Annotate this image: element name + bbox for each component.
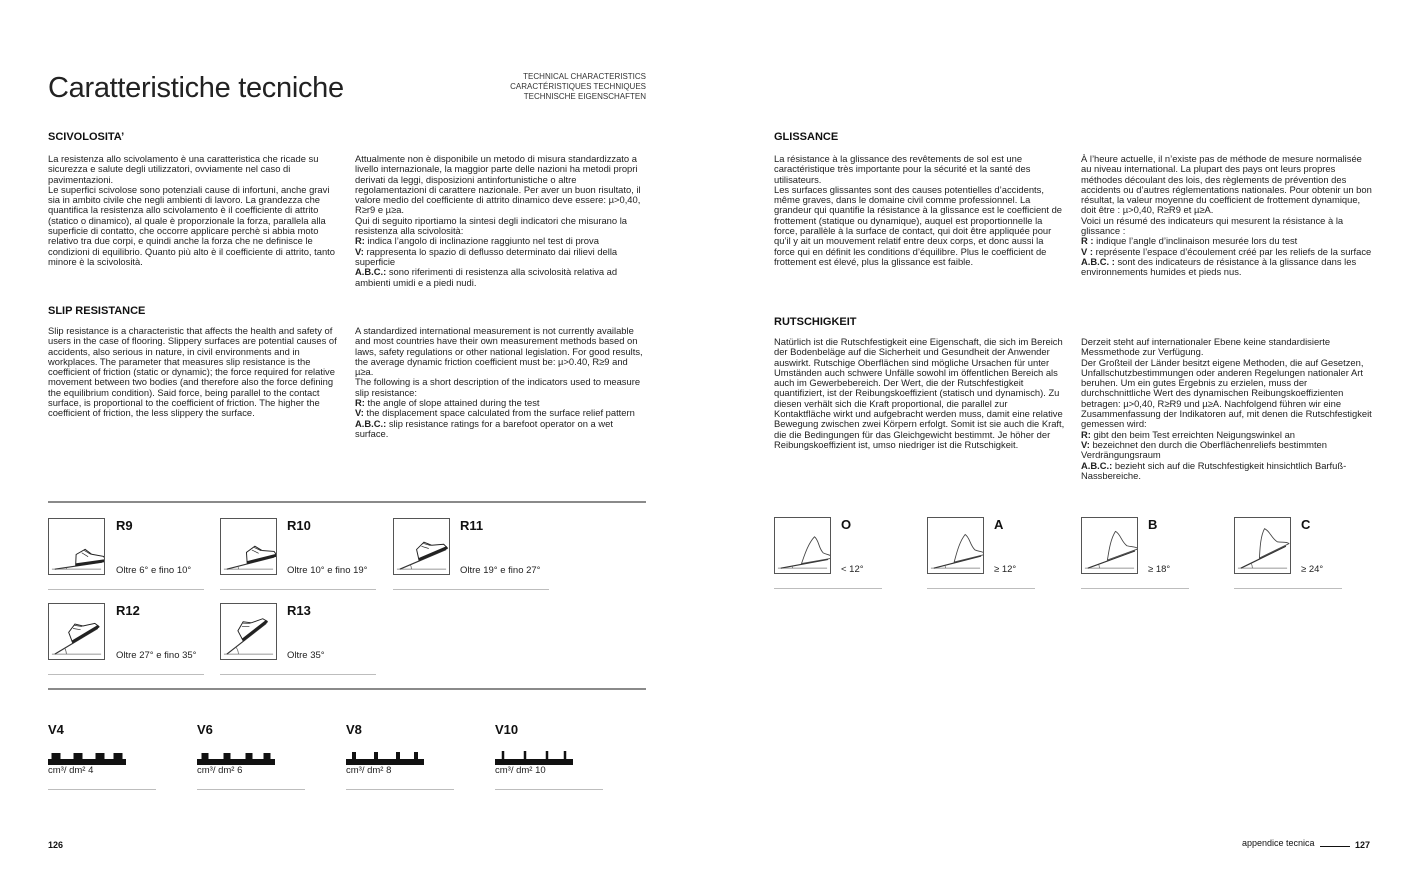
paragraph: Voici un résumé des indicateurs qui mesurent la résistance à la glissance : <box>1081 214 1344 237</box>
paragraph: La resistenza allo scivolamento è una caratteristica che ricade su sicurezza e salute degli utilizzatori, ovviamente nel caso di pavimentazioni. <box>48 153 319 185</box>
v-class-code: V8 <box>346 722 362 737</box>
unit-value: 10 <box>535 765 546 776</box>
indicator-text: bezieht sich auf die Rutschfestigkeit hinsichtlich Barfuß-Nassbereiche. <box>1081 459 1347 481</box>
indicator-abc <box>355 419 647 440</box>
indicator-text: bezeichnet den durch die Oberflächenreliefs bestimmten Verdrängungsraum <box>1081 438 1327 461</box>
v-class-code: V6 <box>197 722 213 737</box>
indicator-v <box>1081 440 1373 461</box>
r-class-card <box>393 518 549 594</box>
card-underline <box>48 789 156 790</box>
bare-foot-on-ramp-icon <box>774 517 831 574</box>
card-underline <box>393 589 549 590</box>
indicator-text: rappresenta lo spazio di deflusso determinato dai rilievi della superficie <box>355 245 618 267</box>
paragraph: Attualmente non è disponibile un metodo di misura standardizzato a livello internazionale, la maggior parte delle nazioni ha metodi propri derivati da leggi, disposizioni antinfortunistiche o altre regolamentazioni di carattere nazionale. Per aver un buon risultato, il valore medio del coefficiente di attrito dinamico deve essere: µ>0,40, R≥r9 e µ≥a. <box>355 153 641 216</box>
fr-right-text <box>1081 154 1373 278</box>
unit-value: 8 <box>386 765 392 776</box>
paragraph: The following is a short description of the indicators used to measure slip resistance: <box>355 376 641 398</box>
fr-left-text <box>774 154 1066 267</box>
r-class-card <box>48 603 204 679</box>
indicator-key: A.B.C.: <box>355 417 387 429</box>
it-left-text <box>48 154 340 267</box>
card-underline <box>774 588 882 589</box>
abc-class-range: < 12° <box>841 564 864 575</box>
heading-scivolosita: SCIVOLOSITA’ <box>48 131 125 143</box>
r-class-code: R12 <box>116 603 140 618</box>
paragraph: La résistance à la glissance des revêtements de sol est une caractéristique très importante pour la sécurité et la santé des utilisateurs. <box>774 153 1031 185</box>
abc-class-code: O <box>841 517 852 532</box>
unit-value: 4 <box>88 765 94 776</box>
indicator-key: R: <box>355 397 365 409</box>
card-underline <box>495 789 603 790</box>
abc-class-range: ≥ 12° <box>994 564 1017 575</box>
indicator-text: indica l’angolo di inclinazione raggiunto nel test di prova <box>364 235 599 247</box>
unit-label: cm³/ dm² <box>346 765 384 776</box>
v-class-unit <box>48 765 93 776</box>
paragraph: Der Großteil der Länder besitzt eigene Methoden, die auf Gesetzen, Unfallschutzbestimmungen oder anderen Regelungen nationaler Art beruhen. Um ein gutes Ergebnis zu erzielen, muss der durchschnittliche Wert des dynamischen Reibungskoeffizienten betragen: µ>0,40, R≥R9 und µ≥A. Nachfolgend führen wir eine Zusammenfassung der Indikatoren auf, mit denen die Rutschfestigkeit gemessen wird: <box>1081 356 1372 430</box>
indicator-abc <box>1081 461 1373 482</box>
card-underline <box>1234 588 1342 589</box>
abc-class-range: ≥ 18° <box>1148 564 1171 575</box>
r-class-range: Oltre 6° e fino 10° <box>116 565 192 576</box>
unit-label: cm³/ dm² <box>48 765 86 776</box>
card-underline <box>927 588 1035 589</box>
indicator-key: A.B.C.: <box>355 266 387 278</box>
section-divider <box>48 688 646 690</box>
page-number-right: 127 <box>1355 840 1371 850</box>
footer-rule <box>1320 846 1350 847</box>
unit-label: cm³/ dm² <box>197 765 235 776</box>
v-class-unit <box>197 765 242 776</box>
abc-class-code: C <box>1301 517 1311 532</box>
paragraph: À l’heure actuelle, il n’existe pas de méthode de mesure normalisée au niveau international. La plupart des pays ont leurs propres méthodes découlant des lois, des règlements de prévention des accidents ou d’autres réglementations nationales. Pour obtenir un bon résultat, la valeur moyenne du coefficient de frottement dynamique, doit être : µ>0,40, R≥R9 et µ≥A. <box>1081 153 1372 216</box>
r-class-card <box>48 518 204 594</box>
v-class-unit <box>346 765 391 776</box>
card-underline <box>1081 588 1189 589</box>
v-class-code: V4 <box>48 722 64 737</box>
bare-foot-on-ramp-icon <box>1081 517 1138 574</box>
heading-glissance: GLISSANCE <box>774 131 839 143</box>
r-class-code: R9 <box>116 518 133 533</box>
abc-class-code: A <box>994 517 1004 532</box>
unit-value: 6 <box>237 765 243 776</box>
abc-class-card <box>927 517 1035 593</box>
indicator-v <box>355 247 647 268</box>
page-number-left: 126 <box>48 840 64 850</box>
it-right-text <box>355 154 647 288</box>
r-class-code: R13 <box>287 603 311 618</box>
bare-foot-on-ramp-icon <box>1234 517 1291 574</box>
indicator-key: V: <box>1081 438 1090 450</box>
indicator-key: R : <box>1081 235 1094 247</box>
indicator-key: V: <box>355 245 364 257</box>
paragraph: Derzeit steht auf internationaler Ebene keine standardisierte Messmethode zur Verfügung. <box>1081 336 1331 358</box>
en-right-text <box>355 326 647 439</box>
bare-foot-on-ramp-icon <box>927 517 984 574</box>
indicator-key: R: <box>1081 428 1091 440</box>
subtitle-en: TECHNICAL CHARACTERISTICS <box>523 72 646 81</box>
v-class-code: V10 <box>495 722 519 737</box>
indicator-text: indique l’angle d’inclinaison mesurée lors du test <box>1093 235 1298 247</box>
indicator-text: the angle of slope attained during the test <box>364 397 540 409</box>
paragraph: Natürlich ist die Rutschfestigkeit eine Eigenschaft, die sich im Bereich der Bodenbeläge auf die Sicherheit und Gesundheit der Anwender auswirkt. Rutschige Oberflächen sind mögliche Ursachen für unter Umständen auch schwere Unfälle sowohl im öffentlichen Bereich als auch im Gewerbebereich. Der Wert, die der Rutschfestigkeit quantifiziert, ist der Reibungskoeffizient (statisch und dynamisch). Zu diesen verhält sich die Kraft proportional, die parallel zur Kontaktfläche wirkt und aufgebracht werden muss, damit eine relative Bewegung zwischen zwei Körpern erfolgt. Somit ist sie auch die Kraft, die die Bedingungen für das Gleichgewicht bestimmt. Je höher der Reibungskoeffizient ist, umso niedriger ist die Rutschigkeit. <box>774 336 1065 450</box>
indicator-key: A.B.C.: <box>1081 459 1113 471</box>
indicator-key: V: <box>355 407 364 419</box>
r-class-range: Oltre 35° <box>287 650 325 661</box>
indicator-key: A.B.C. : <box>1081 255 1115 267</box>
r-class-card <box>220 603 376 679</box>
indicator-text: slip resistance ratings for a barefoot operator on a wet surface. <box>355 417 613 439</box>
en-left-text <box>48 326 340 419</box>
indicator-abc <box>355 267 647 288</box>
indicator-text: the displacement space calculated from the surface relief pattern <box>363 407 635 419</box>
card-underline <box>346 789 454 790</box>
r-class-range: Oltre 27° e fino 35° <box>116 650 197 661</box>
abc-class-card <box>1234 517 1342 593</box>
abc-class-code: B <box>1148 517 1158 532</box>
indicator-text: gibt den beim Test erreichten Neigungswinkel an <box>1090 428 1296 440</box>
heading-slip-resistance: SLIP RESISTANCE <box>48 305 146 317</box>
paragraph: Les surfaces glissantes sont des causes potentielles d’accidents, même graves, dans le domaine civil comme professionnel. La grandeur qui quantifie la résistance à la glissance est le coefficient de frottement (statique ou dynamique), auquel est proportionnelle la force, parallèle à la surface de contact, qui doit être appliquée pour qu’il y ait un mouvement relatif entre deux corps, et donc aussi la force qui en définit les conditions d’équilibre. Plus le coefficient de frottement est élevé, plus la glissance est faible. <box>774 183 1063 267</box>
shoe-on-ramp-icon <box>48 518 105 575</box>
shoe-on-ramp-icon <box>48 603 105 660</box>
abc-class-range: ≥ 24° <box>1301 564 1324 575</box>
card-underline <box>197 789 305 790</box>
indicator-abc <box>1081 257 1373 278</box>
heading-rutschigkeit: RUTSCHIGKEIT <box>774 316 857 328</box>
subtitle-fr: CARACTÉRISTIQUES TECHNIQUES <box>510 82 646 91</box>
shoe-on-ramp-icon <box>220 518 277 575</box>
shoe-on-ramp-icon <box>393 518 450 575</box>
subtitle-block <box>470 72 646 102</box>
indicator-text: sono riferimenti di resistenza alla scivolosità relativa ad ambienti umidi e a piedi nudi. <box>355 266 618 288</box>
paragraph: A standardized international measurement is not currently available and most countries have their own measurement methods based on laws, safety regulations or other national legislation. For good results, the average dynamic friction coefficient must be: µ>0.40, R≥9 and µ≥a. <box>355 325 643 378</box>
subtitle-de: TECHNISCHE EIGENSCHAFTEN <box>523 92 646 101</box>
de-left-text <box>774 337 1066 450</box>
paragraph: Qui di seguito riportiamo la sintesi degli indicatori che misurano la resistenza alla scivolosità: <box>355 214 628 237</box>
indicator-text: sont des indicateurs de résistance à la glissance dans les environnements humides et pieds nus. <box>1081 255 1357 278</box>
r-class-range: Oltre 10° e fino 19° <box>287 565 368 576</box>
paragraph: Le superfici scivolose sono potenziali cause di infortuni, anche gravi sia in ambito civile che negli ambienti di lavoro. La grandezza che quantifica la resistenza allo scivolamento è il coefficiente di attrito (statico o dinamico), al quale è proporzionale la forza, parallela alla superficie di contatto, che occorre applicare perchè si abbia moto relativo tra due corpi, e quindi anche la forza che ne definisce le condizioni di equilibrio. Quanto più alto è il coefficiente di attrito, tanto minore è la scivolosità. <box>48 183 335 267</box>
v-class-unit <box>495 765 546 776</box>
indicator-key: V : <box>1081 245 1093 257</box>
shoe-on-ramp-icon <box>220 603 277 660</box>
paragraph: Slip resistance is a characteristic that affects the health and safety of users in the case of flooring. Slippery surfaces are potential causes of accidents, also serious in nature, in civil environments and in workplaces. The parameter that measures slip resistance is the coefficient of friction (static or dynamic); the force required for relative movement between two bodies (and therefore also the force defining the equilibrium condition). Said force, being parallel to the contact surface, is proportional to the coefficient of friction. The higher the coefficient of friction, the less slippery the surface. <box>48 325 337 419</box>
footer-section-label: appendice tecnica <box>1242 838 1315 848</box>
r-class-range: Oltre 19° e fino 27° <box>460 565 541 576</box>
abc-class-card <box>774 517 882 593</box>
page-title: Caratteristiche tecniche <box>48 72 344 104</box>
card-underline <box>48 589 204 590</box>
section-divider <box>48 501 646 503</box>
card-underline <box>220 674 376 675</box>
de-right-text <box>1081 337 1373 481</box>
indicator-text: représente l’espace d’écoulement créé par les reliefs de la surface <box>1092 245 1372 257</box>
r-class-code: R11 <box>460 518 484 533</box>
unit-label: cm³/ dm² <box>495 765 533 776</box>
card-underline <box>220 589 376 590</box>
card-underline <box>48 674 204 675</box>
indicator-key: R: <box>355 235 365 247</box>
r-class-card <box>220 518 376 594</box>
r-class-code: R10 <box>287 518 311 533</box>
abc-class-card <box>1081 517 1189 593</box>
